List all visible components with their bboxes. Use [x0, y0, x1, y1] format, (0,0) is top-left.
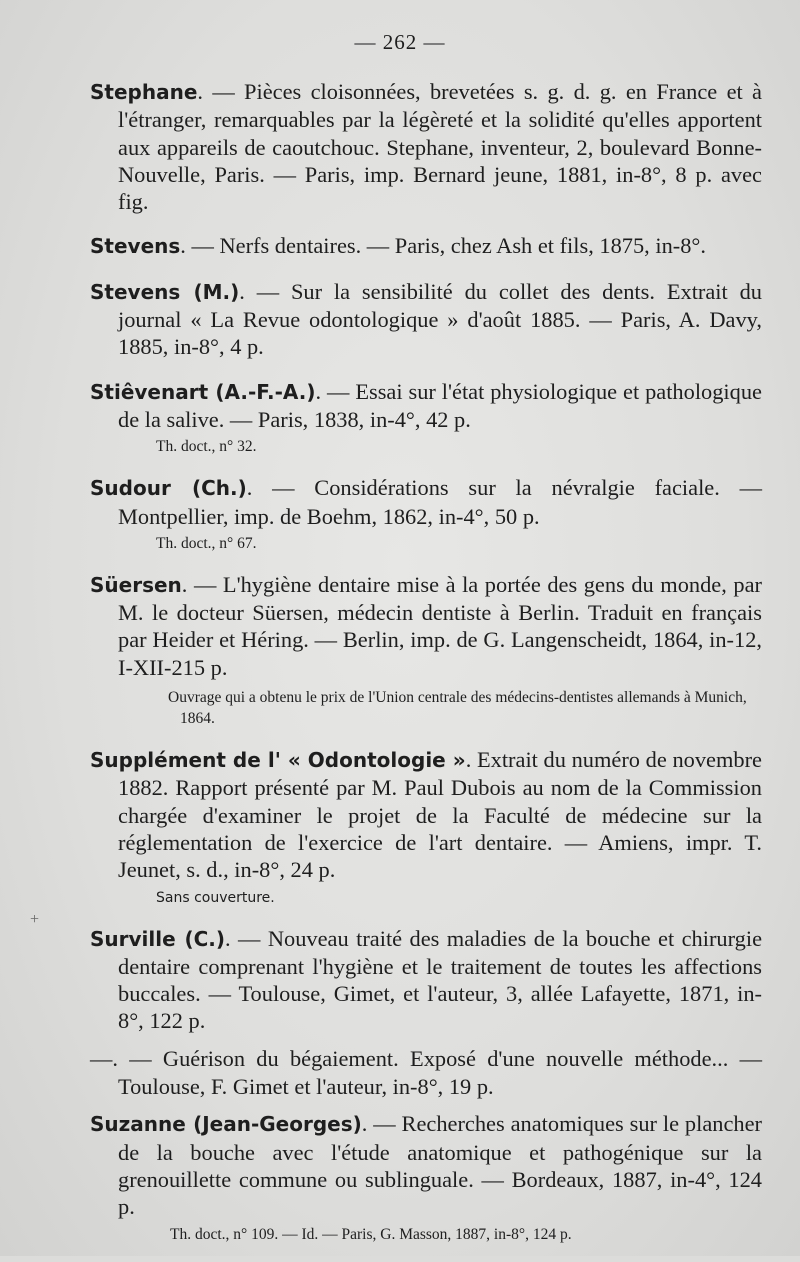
- entry-stevens: [90, 232, 762, 260]
- entry-stephane: [90, 78, 762, 215]
- entry-note: Th. doct., n° 67.: [156, 534, 257, 552]
- entry-text: . — Recherches anatomiques sur le plancher de la bouche avec l'étude anatomique et pathogénique sur la grenouillette commune ou sublinguale. — Bordeaux, 1887, in-4°, 124 p.: [118, 1111, 762, 1220]
- entry-surville-begaiement: [90, 1045, 762, 1101]
- entry-note: Ouvrage qui a obtenu le prix de l'Union centrale des médecins-dentistes allemands à Munich, 1864.: [168, 689, 747, 728]
- entry-heading: Supplément de l' « Odontologie »: [90, 748, 466, 773]
- entry-note: Th. doct., n° 32.: [156, 438, 257, 456]
- entry-text: . — Considérations sur la névralgie faciale. — Montpellier, imp. de Boehm, 1862, in-4°, 50 p.: [118, 475, 763, 529]
- entry-heading: Stiêvenart (A.-F.-A.): [90, 379, 316, 404]
- entry-note: Sans couverture.: [156, 889, 275, 906]
- margin-mark: +: [30, 911, 40, 928]
- entry-supplement-odontologie: [90, 746, 762, 907]
- entry-stievenart: [90, 378, 762, 458]
- page-number: — 262 —: [354, 30, 446, 54]
- entry-text: . — Sur la sensibilité du collet des dents. Extrait du journal « La Revue odontologique » d'août 1885. — Paris, A. Davy, 1885, in-8°, 4 p.: [118, 278, 762, 360]
- entry-suersen: [90, 571, 762, 729]
- entry-text: . — Essai sur l'état physiologique et pathologique de la salive. — Paris, 1838, in-4°, 42 p.: [118, 378, 762, 432]
- entry-sudour: [90, 474, 762, 554]
- entry-stevens-m: [90, 278, 762, 361]
- entry-text: . — L'hygiène dentaire mise à la portée des gens du monde, par M. le docteur Süersen, médecin dentiste à Berlin. Traduit en français par Heider et Héring. — Berlin, imp. de G. Langenscheidt, 1864, in-12, I-XII-215 p.: [118, 571, 762, 680]
- entry-text: . — Pièces cloisonnées, brevetées s. g. d. g. en France et à l'étranger, remarquables par la légèreté et la solidité qu'elles apportent aux appareils de caoutchouc. Stephane, inventeur, 2, boulevard Bonne-Nouvelle, Paris. — Paris, imp. Bernard jeune, 1881, in-8°, 8 p. avec fig.: [118, 79, 762, 215]
- entry-text: . — Nouveau traité des maladies de la bouche et chirurgie dentaire comprenant l'hygiène et le traitement de toutes les affections buccales. — Toulouse, Gimet, et l'auteur, 3, allée Lafayette, 1871, in-8°, 122 p.: [118, 925, 763, 1034]
- entry-heading: Surville (C.): [90, 926, 226, 951]
- entry-note: Th. doct., n° 109. — Id. — Paris, G. Masson, 1887, in-8°, 124 p.: [170, 1225, 572, 1243]
- bibliography-list: [90, 78, 762, 1262]
- entry-text: —. — Guérison du bégaiement. Exposé d'une nouvelle méthode... — Toulouse, F. Gimet et l'auteur, in-8°, 19 p.: [90, 1045, 762, 1100]
- entry-text: . — Nerfs dentaires. — Paris, chez Ash et fils, 1875, in-8°.: [180, 233, 706, 259]
- entry-heading: Stephane: [90, 80, 198, 104]
- entry-text: . Extrait du numéro de novembre 1882. Rapport présenté par M. Paul Dubois au nom de la Commission chargée d'examiner le projet de la Faculté de médecine sur la réglementation de l'exercice de l'art dentaire. — Amiens, impr. T. Jeunet, s. d., in-8°, 24 p.: [118, 747, 762, 883]
- entry-heading: Sudour (Ch.): [90, 476, 247, 501]
- entry-heading: Stevens (M.): [90, 279, 240, 304]
- entry-heading: Suzanne (Jean-Georges): [90, 1112, 362, 1137]
- entry-suzanne: [90, 1110, 762, 1244]
- entry-heading: Süersen: [90, 572, 182, 597]
- entry-heading: Stevens: [90, 234, 181, 259]
- entry-surville: [90, 925, 762, 1035]
